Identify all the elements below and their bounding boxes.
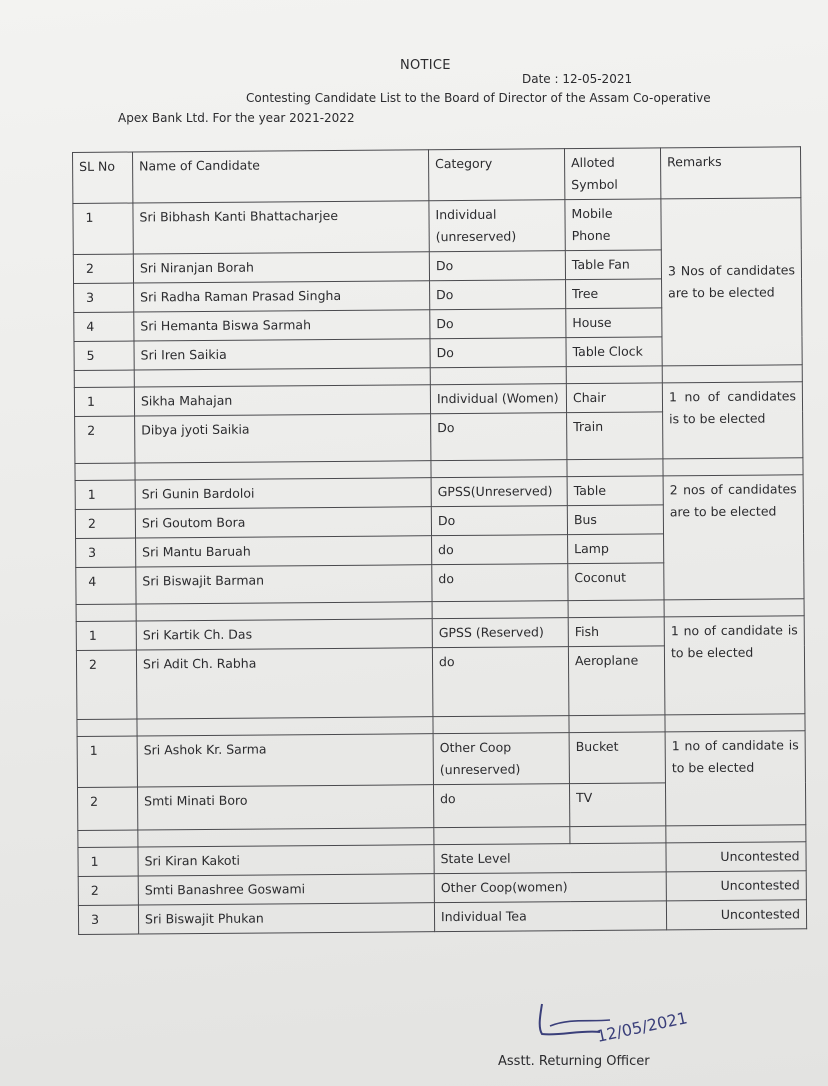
cell-category: do <box>432 564 568 602</box>
subject-line-1: Contesting Candidate List to the Board of Director of the Assam Co-operative <box>246 91 711 105</box>
returning-officer-label: Asstt. Returning Officer <box>498 1054 650 1069</box>
cell-category: GPSS (Reserved) <box>432 618 568 648</box>
notice-title: NOTICE <box>400 58 451 73</box>
cell-name: Sri Biswajit Barman <box>136 565 432 604</box>
cell-name: Smti Banashree Goswami <box>138 874 434 905</box>
notice-subject <box>118 88 743 128</box>
cell-sl: 2 <box>73 254 133 283</box>
cell-sl: 2 <box>75 416 135 463</box>
cell-symbol: Mobile Phone <box>565 199 661 251</box>
cell-name: Smti Minati Boro <box>137 785 433 830</box>
cell-remarks: 1 no of candidate is to be elected <box>665 731 806 826</box>
cell-sl: 1 <box>73 203 133 254</box>
cell-remarks: 1 no of candidates is to be elected <box>662 382 803 459</box>
cell-remarks: 1 no of candidate is to be elected <box>664 616 805 715</box>
cell-category: State Level <box>434 843 666 874</box>
cell-symbol: Table <box>567 476 663 506</box>
cell-category: Do <box>431 413 567 461</box>
notice-date: Date : 12-05-2021 <box>522 72 633 86</box>
cell-symbol: House <box>566 308 662 338</box>
cell-name: Sri Biswajit Phukan <box>138 903 434 934</box>
cell-symbol: Bus <box>567 505 663 535</box>
cell-sl: 1 <box>76 621 136 650</box>
table-row <box>73 198 801 255</box>
cell-category: Other Coop (unreserved) <box>433 733 569 785</box>
cell-category: do <box>432 647 569 717</box>
cell-symbol: TV <box>569 783 665 827</box>
table-row <box>74 382 802 417</box>
cell-category: Do <box>430 280 566 310</box>
cell-category: Do <box>429 251 565 281</box>
cell-name: Sri Adit Ch. Rabha <box>136 648 433 719</box>
cell-sl: 2 <box>76 650 137 719</box>
cell-category: do <box>433 784 569 828</box>
signature-date: 12/05/2021 <box>594 1008 690 1046</box>
cell-symbol: Table Clock <box>566 337 662 367</box>
cell-symbol: Fish <box>568 617 664 647</box>
cell-sl: 5 <box>74 341 134 370</box>
cell-sl: 3 <box>74 283 134 312</box>
cell-symbol: Aeroplane <box>568 646 665 716</box>
cell-name: Sri Kartik Ch. Das <box>136 619 432 650</box>
cell-symbol: Train <box>567 412 663 460</box>
cell-remarks: 2 nos of candidates are to be elected <box>663 475 804 600</box>
cell-name: Sri Radha Raman Prasad Singha <box>134 281 430 312</box>
subject-line-2: Apex Bank Ltd. For the year 2021-2022 <box>118 111 355 125</box>
cell-sl: 2 <box>78 876 138 905</box>
cell-name: Sri Iren Saikia <box>134 339 430 370</box>
cell-remarks: 3 Nos of candidates are to be elected <box>661 198 802 366</box>
cell-sl: 1 <box>77 736 137 787</box>
cell-sl: 2 <box>77 787 137 830</box>
cell-symbol: Chair <box>566 383 662 413</box>
cell-sl: 1 <box>78 847 138 876</box>
cell-sl: 3 <box>76 538 136 567</box>
cell-remarks: Uncontested <box>666 842 806 872</box>
cell-category: Individual (unreserved) <box>429 200 565 252</box>
header-category: Category <box>428 149 564 201</box>
cell-name: Dibya jyoti Saikia <box>135 414 431 463</box>
cell-sl: 1 <box>74 387 134 416</box>
header-remarks: Remarks <box>660 147 800 199</box>
cell-sl: 1 <box>75 480 135 509</box>
header-symbol: Alloted Symbol <box>564 148 660 200</box>
cell-name: Sri Mantu Baruah <box>136 536 432 567</box>
cell-sl: 3 <box>78 905 138 934</box>
cell-category: Do <box>430 338 566 368</box>
cell-symbol: Tree <box>566 279 662 309</box>
cell-name: Sikha Mahajan <box>134 385 430 416</box>
table-row <box>76 616 804 651</box>
table-row <box>77 731 805 788</box>
cell-name: Sri Niranjan Borah <box>133 252 429 283</box>
signature <box>520 996 720 1056</box>
candidate-table <box>72 146 807 935</box>
cell-category: do <box>432 535 568 565</box>
cell-category: Other Coop(women) <box>434 872 666 903</box>
cell-category: Individual (Women) <box>430 384 566 414</box>
table-row <box>78 900 806 935</box>
cell-name: Sri Kiran Kakoti <box>138 845 434 876</box>
cell-name: Sri Ashok Kr. Sarma <box>137 734 433 787</box>
cell-name: Sri Bibhash Kanti Bhattacharjee <box>133 201 429 254</box>
cell-category: GPSS(Unreserved) <box>431 477 567 507</box>
cell-sl: 4 <box>74 312 134 341</box>
cell-name: Sri Gunin Bardoloi <box>135 478 431 509</box>
table-row <box>75 475 803 510</box>
cell-remarks: Uncontested <box>666 900 806 930</box>
cell-category: Individual Tea <box>434 901 666 932</box>
cell-sl: 2 <box>75 509 135 538</box>
cell-category: Do <box>430 309 566 339</box>
cell-symbol: Table Fan <box>565 250 661 280</box>
table-header-row <box>73 147 801 204</box>
cell-name: Sri Goutom Bora <box>135 507 431 538</box>
cell-remarks: Uncontested <box>666 871 806 901</box>
cell-symbol: Coconut <box>568 563 664 601</box>
cell-sl: 4 <box>76 567 136 604</box>
cell-category: Do <box>431 506 567 536</box>
header-name: Name of Candidate <box>133 150 429 203</box>
cell-name: Sri Hemanta Biswa Sarmah <box>134 310 430 341</box>
cell-symbol: Bucket <box>569 732 665 784</box>
header-sl: SL No <box>73 152 133 203</box>
cell-symbol: Lamp <box>568 534 664 564</box>
